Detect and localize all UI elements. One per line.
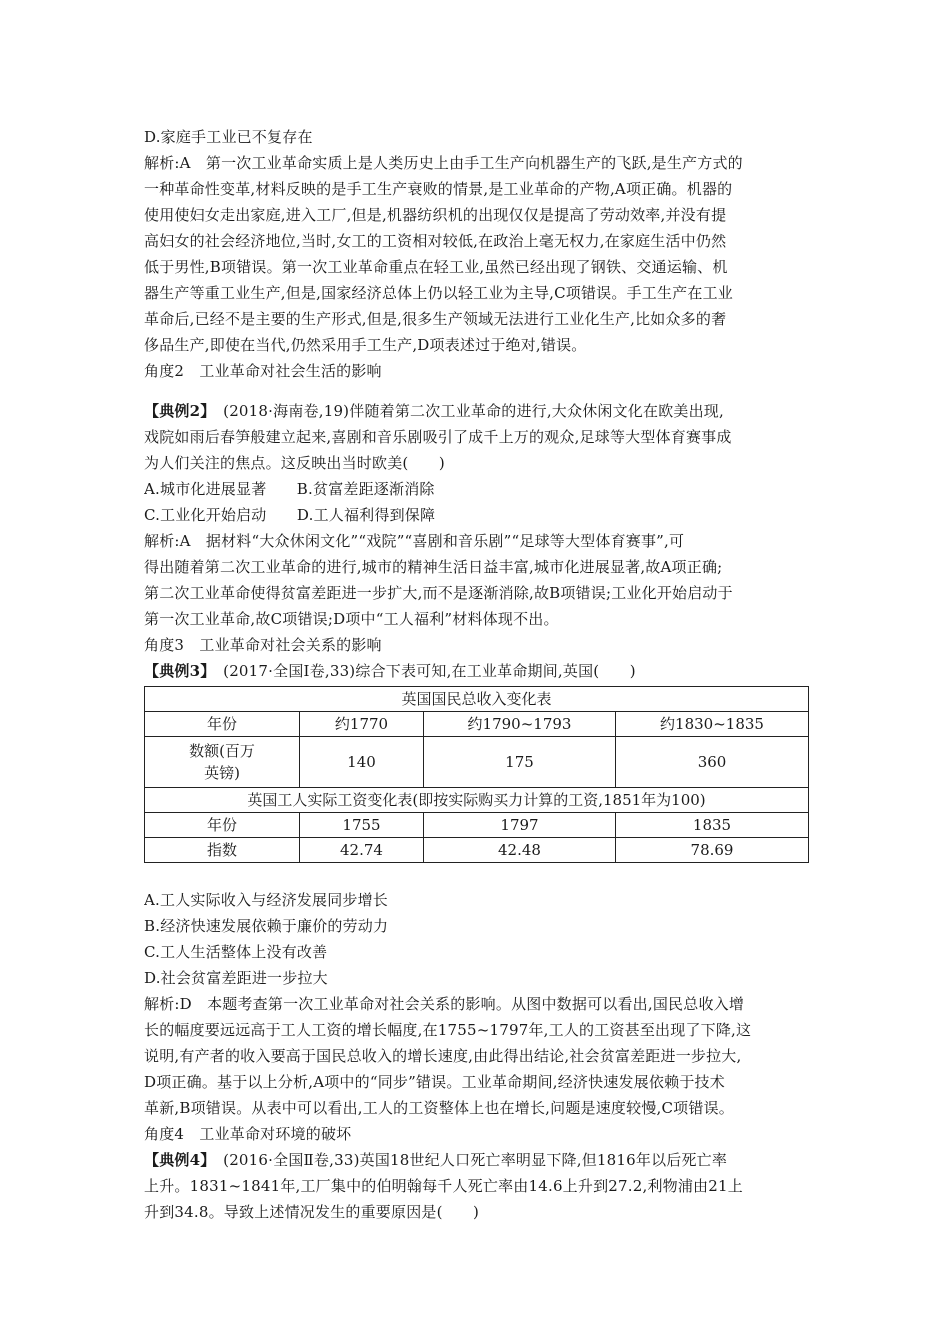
analysis-line: 解析:A 据材料“大众休闲文化”“戏院”“喜剧和音乐剧”“足球等大型体育赛事”,可 [144, 532, 685, 550]
example-3-options [144, 887, 808, 991]
example-2-question: 【典例2】 (2018·海南卷,19)伴随着第二次工业革命的进行,大众休闲文化在欧美出现, [144, 402, 724, 420]
section-heading-angle-3: 角度3 工业革命对社会关系的影响 [144, 636, 382, 654]
section-heading-angle-2: 角度2 工业革命对社会生活的影响 [144, 362, 382, 380]
analysis-line: 得出随着第二次工业革命的进行,城市的精神生活日益丰富,城市化进展显著,故A项正确; [144, 558, 723, 576]
table-cell: 360 [616, 737, 809, 788]
options-line: C.工业化开始启动 D.工人福利得到保障 [144, 506, 436, 524]
table-cell: 年份 [145, 813, 300, 838]
analysis-line: 革命后,已经不是主要的生产形式,但是,很多生产领域无法进行工业化生产,比如众多的奢 [144, 310, 727, 328]
analysis-line: 器生产等重工业生产,但是,国家经济总体上仍以轻工业为主导,C项错误。手工生产在工业 [144, 284, 733, 302]
analysis-line: 解析:D 本题考查第一次工业革命对社会关系的影响。从图中数据可以看出,国民总收入增 [144, 995, 745, 1013]
option-a: A.工人实际收入与经济发展同步增长 [144, 891, 389, 909]
table-cell: 数额(百万英镑) [145, 737, 300, 788]
analysis-line: 使用使妇女走出家庭,进入工厂,但是,机器纺织机的出现仅仅是提高了劳动效率,并没有提 [144, 206, 727, 224]
analysis-line: 一种革命性变革,材料反映的是手工生产衰败的情景,是工业革命的产物,A项正确。机器的 [144, 180, 733, 198]
table-cell: 140 [300, 737, 424, 788]
example-3-tag: 【典例3】 [144, 662, 208, 680]
example-3-analysis [144, 991, 808, 1147]
table-cell: 约1790~1793 [424, 712, 616, 737]
example-4-tag: 【典例4】 [144, 1151, 208, 1169]
question-line: 戏院如雨后春笋般建立起来,喜剧和音乐剧吸引了成千上万的观众,足球等大型体育赛事成 [144, 428, 732, 446]
question-line: 升到34.8。导致上述情况发生的重要原因是( ) [144, 1203, 480, 1221]
table-cell: 约1830~1835 [616, 712, 809, 737]
example-3-question: 【典例3】 (2017·全国Ⅰ卷,33)综合下表可知,在工业革命期间,英国( ) [144, 662, 636, 680]
question-line: 为人们关注的焦点。这反映出当时欧美( ) [144, 454, 445, 472]
analysis-line: 高妇女的社会经济地位,当时,女工的工资相对较低,在政治上毫无权力,在家庭生活中仍然 [144, 232, 727, 250]
analysis-line: 革新,B项错误。从表中可以看出,工人的工资整体上也在增长,问题是速度较慢,C项错误。 [144, 1099, 734, 1117]
example-2-tag: 【典例2】 [144, 402, 208, 420]
table-row [145, 687, 809, 712]
table-cell: 约1770 [300, 712, 424, 737]
example-4-question: 【典例4】 (2016·全国Ⅱ卷,33)英国18世纪人口死亡率明显下降,但1816年以后死亡率 [144, 1151, 728, 1169]
table-row [145, 737, 809, 788]
table-cell: 42.74 [300, 838, 424, 863]
question-line: 上升。1831~1841年,工厂集中的伯明翰每千人死亡率由14.6上升到27.2,利物浦由21上 [144, 1177, 743, 1195]
table-cell: 指数 [145, 838, 300, 863]
analysis-line: 低于男性,B项错误。第一次工业革命重点在轻工业,虽然已经出现了钢铁、交通运输、机 [144, 258, 728, 276]
table-cell: 1835 [616, 813, 809, 838]
analysis-line: 说明,有产者的收入要高于国民总收入的增长速度,由此得出结论,社会贫富差距进一步拉大, [144, 1047, 742, 1065]
option-b: B.经济快速发展依赖于廉价的劳动力 [144, 917, 389, 935]
table-row [145, 838, 809, 863]
table-cell: 1797 [424, 813, 616, 838]
example-3 [144, 658, 808, 1147]
analysis-line: D项正确。基于以上分析,A项中的“同步”错误。工业革命期间,经济快速发展依赖于技术 [144, 1073, 725, 1091]
example-2 [144, 398, 808, 658]
table-cell: 78.69 [616, 838, 809, 863]
analysis-line: 第一次工业革命,故C项错误;D项中“工人福利”材料体现不出。 [144, 610, 559, 628]
table-cell: 年份 [145, 712, 300, 737]
table-title-income: 英国国民总收入变化表 [145, 687, 809, 712]
table-row [145, 788, 809, 813]
example-4 [144, 1147, 808, 1225]
analysis-line: 第二次工业革命使得贫富差距进一步扩大,而不是逐渐消除,故B项错误;工业化开始启动于 [144, 584, 733, 602]
table-title-wage: 英国工人实际工资变化表(即按实际购买力计算的工资,1851年为100) [145, 788, 809, 813]
analysis-line: 长的幅度要远远高于工人工资的增长幅度,在1755~1797年,工人的工资甚至出现了下降,这 [144, 1021, 752, 1039]
analysis-line: 侈品生产,即使在当代,仍然采用手工生产,D项表述过于绝对,错误。 [144, 336, 587, 354]
table-cell: 1755 [300, 813, 424, 838]
option-d: D.社会贫富差距进一步拉大 [144, 969, 328, 987]
option-d: D.家庭手工业已不复存在 [144, 128, 313, 146]
spacer [144, 384, 808, 398]
table-row [145, 712, 809, 737]
section-heading-angle-4: 角度4 工业革命对环境的破坏 [144, 1125, 352, 1143]
analysis-line: 解析:A 第一次工业革命实质上是人类历史上由手工生产向机器生产的飞跃,是生产方式的 [144, 154, 743, 172]
options-line: A.城市化进展显著 B.贫富差距逐渐消除 [144, 480, 435, 498]
income-wage-table [144, 686, 809, 863]
option-c: C.工人生活整体上没有改善 [144, 943, 328, 961]
table-cell: 175 [424, 737, 616, 788]
table-row [145, 813, 809, 838]
document-page [144, 124, 808, 1225]
previous-question-section [144, 124, 808, 384]
table-cell: 42.48 [424, 838, 616, 863]
